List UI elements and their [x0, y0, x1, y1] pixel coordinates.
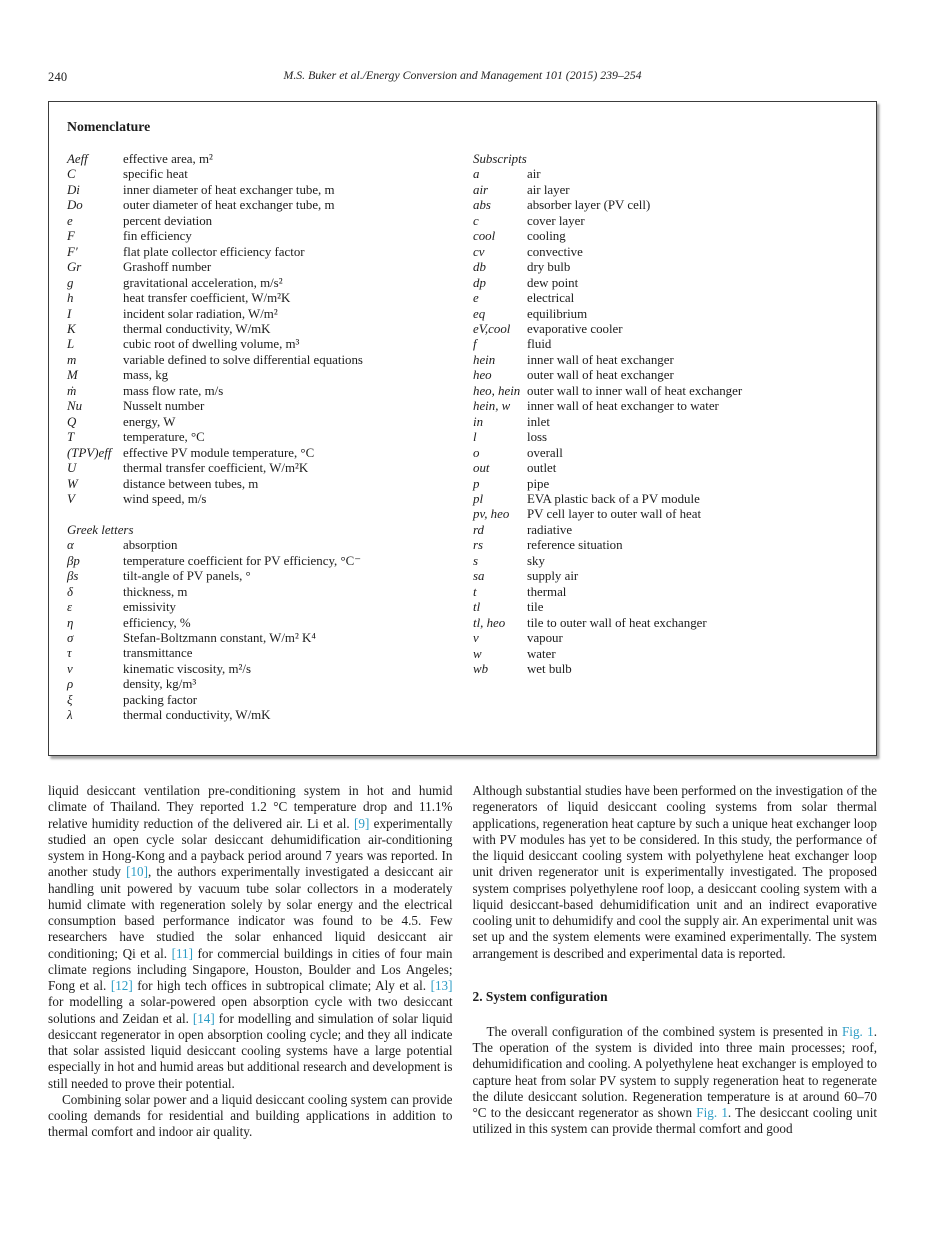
definition: outer wall of heat exchanger: [527, 368, 674, 383]
definition: outlet: [527, 461, 557, 476]
definition: dry bulb: [527, 260, 571, 275]
symbol: τ: [67, 646, 72, 661]
nomenclature-row: [67, 368, 473, 383]
definition: equilibrium: [527, 306, 588, 321]
nomenclature-row: [67, 167, 473, 182]
nomenclature-row: [67, 152, 473, 167]
symbol: out: [473, 461, 490, 476]
symbol: rs: [473, 538, 484, 553]
nomenclature-row: [473, 167, 858, 182]
definition: vapour: [527, 631, 563, 646]
symbol: db: [473, 260, 486, 275]
text-run: experimentally studied an open cycle solar desiccant dehumidification air-conditioning system in Hong-Kong and a payback period around 7 years was reported. In another study: [48, 815, 453, 880]
text-run: . The operation of the system is divided into three main processes; roof, dehumidification and cooling. A polyethylene heat exchanger is employed to capture heat from solar PV system to supply regeneration heat to regenerate the dilute desiccant solution. Regeneration temperature is at around 60–70 °C to the desiccant regenerator as shown: [472, 1023, 877, 1120]
symbol: K: [67, 321, 76, 336]
symbol: s: [473, 553, 479, 568]
nomenclature-row: [67, 677, 473, 692]
definition: thickness, m: [123, 584, 188, 599]
definition: PV cell layer to outer wall of heat: [527, 507, 702, 522]
definition: kinematic viscosity, m²/s: [123, 661, 251, 676]
symbol: g: [67, 275, 74, 290]
nomenclature-row: [473, 307, 858, 322]
symbol: dp: [473, 275, 486, 290]
symbol: ṁ: [67, 383, 77, 398]
definition: fin efficiency: [123, 229, 192, 244]
definition: specific heat: [123, 167, 188, 182]
definition: flat plate collector efficiency factor: [123, 244, 305, 259]
symbol: pl: [473, 491, 484, 506]
nomenclature-row: [473, 415, 858, 430]
symbol: Aeff: [67, 152, 88, 166]
symbol: air: [473, 182, 489, 197]
definition: inner wall of heat exchanger: [527, 352, 674, 367]
text-run: The overall configuration of the combined system is presented in: [486, 1023, 842, 1039]
nomenclature-row: [67, 183, 473, 198]
definition: thermal conductivity, W/mK: [123, 708, 271, 723]
running-header: [48, 68, 877, 84]
nomenclature-row: [473, 291, 858, 306]
citation-link[interactable]: [13]: [430, 978, 453, 993]
subscripts-list: [473, 167, 858, 677]
nomenclature-row: [67, 477, 473, 492]
symbol: e: [67, 213, 73, 228]
definition: emissivity: [123, 600, 176, 615]
definition: Nusselt number: [123, 399, 205, 414]
symbol: F′: [67, 244, 78, 259]
citation-link[interactable]: [12]: [110, 978, 133, 993]
nomenclature-row: [67, 492, 473, 507]
symbol: W: [67, 476, 78, 491]
symbol: t: [473, 584, 477, 599]
page-number: 240: [48, 70, 68, 84]
definition: cubic root of dwelling volume, m³: [123, 337, 300, 352]
left-text-column: [48, 783, 453, 1141]
nomenclature-row: [67, 260, 473, 275]
definition: percent deviation: [123, 213, 213, 228]
nomenclature-row: [473, 631, 858, 646]
symbol: heo, hein: [473, 383, 521, 398]
body-text: [48, 783, 877, 1141]
greek-letters-heading: Greek letters: [67, 522, 134, 537]
nomenclature-right-column: [473, 152, 858, 724]
right-column-section-paragraphs: [473, 1024, 878, 1138]
symbol: Di: [67, 182, 80, 197]
symbol: (TPV)eff: [67, 445, 112, 460]
definition: dew point: [527, 275, 579, 290]
nomenclature-row: [67, 662, 473, 677]
symbol: eq: [473, 306, 486, 321]
nomenclature-row: [473, 183, 858, 198]
definition: Grashoff number: [123, 260, 212, 275]
definition: temperature coefficient for PV efficiency, °C⁻: [123, 553, 362, 568]
symbol: βs: [67, 569, 79, 584]
definition: outer diameter of heat exchanger tube, m: [123, 198, 335, 213]
definition: absorption: [123, 538, 178, 553]
symbol: Nu: [67, 399, 83, 414]
right-column-intro-paragraphs: [473, 783, 878, 962]
text-run: for modelling and simulation of solar liquid desiccant regenerator in open absorption cooling cycle; and they all indicate that solar assisted liquid desiccant cooling systems have a large potential especially in hot and humid areas but additional research and development is still needed to prove their potential.: [48, 1010, 453, 1091]
text-run: liquid desiccant ventilation pre-conditioning system in hot and humid climate of Thailand. They reported 1.2 °C temperature drop and 11.1% relative humidity reduction of the delivered air. Li et al.: [48, 783, 453, 831]
nomenclature-row: [473, 399, 858, 414]
nomenclature-row: [67, 337, 473, 352]
symbol: pv, heo: [473, 507, 510, 522]
symbol: T: [67, 430, 75, 445]
symbol: o: [473, 445, 480, 460]
nomenclature-row: [473, 523, 858, 538]
nomenclature-row: [473, 554, 858, 569]
symbol: hein: [473, 352, 496, 367]
definition: heat transfer coefficient, W/m²K: [123, 291, 291, 306]
nomenclature-row: [67, 538, 473, 553]
definition: wet bulb: [527, 661, 572, 676]
citation-link[interactable]: Fig. 1: [842, 1023, 874, 1039]
nomenclature-row: [473, 585, 858, 600]
definition: sky: [527, 553, 545, 568]
definition: reference situation: [527, 538, 623, 553]
symbol: hein, w: [473, 399, 511, 414]
text-run: for commercial buildings in cities of four main climate regions including Singapore, Houston, Boulder and Los Angeles; Fong et al.: [48, 945, 453, 993]
nomenclature-row: [67, 646, 473, 661]
nomenclature-row: [473, 430, 858, 445]
nomenclature-row: [67, 307, 473, 322]
paragraph: [473, 1024, 878, 1138]
definition: air: [527, 167, 541, 182]
nomenclature-row: [67, 322, 473, 337]
definition: fluid: [527, 337, 552, 352]
definition: tile: [527, 600, 544, 615]
nomenclature-row: [67, 384, 473, 399]
symbol: cv: [473, 244, 485, 259]
symbol: l: [473, 430, 477, 445]
symbol: U: [67, 461, 77, 476]
nomenclature-row: [67, 631, 473, 646]
nomenclature-row: [67, 198, 473, 213]
section-heading: 2. System configuration: [472, 988, 608, 1004]
definition: energy, W: [123, 414, 176, 429]
definition: thermal: [527, 584, 567, 599]
definition: EVA plastic back of a PV module: [527, 491, 700, 506]
symbol: F: [67, 229, 75, 244]
definition: radiative: [527, 522, 573, 537]
text-run: for high tech offices in subtropical climate; Aly et al.: [132, 978, 431, 993]
citation-link[interactable]: Fig. 1: [696, 1105, 728, 1120]
definition: wind speed, m/s: [123, 491, 207, 506]
definition: effective area, m²: [123, 152, 213, 166]
nomenclature-row: [473, 600, 858, 615]
definition: supply air: [527, 569, 579, 584]
symbol: Q: [67, 414, 77, 429]
text-run: . The desiccant cooling unit utilized in this system can provide thermal comfort and good: [472, 1105, 877, 1137]
symbol: m: [67, 352, 77, 367]
definition: tile to outer wall of heat exchanger: [527, 615, 707, 630]
definition: mass flow rate, m/s: [123, 383, 224, 398]
nomenclature-row: [67, 430, 473, 445]
symbol: V: [67, 491, 75, 506]
symbol: wb: [473, 661, 489, 676]
nomenclature-row: [67, 554, 473, 569]
definition: tilt-angle of PV panels, °: [123, 569, 251, 584]
citation-link[interactable]: [14]: [192, 1010, 215, 1026]
nomenclature-left-column: [67, 152, 473, 724]
symbol: I: [67, 306, 72, 321]
symbol: c: [473, 213, 479, 228]
nomenclature-row: [473, 368, 858, 383]
definition: cooling: [527, 229, 566, 244]
symbol: Do: [67, 198, 83, 213]
nomenclature-row: [473, 198, 858, 213]
definition: cover layer: [527, 213, 585, 228]
symbol: eV,cool: [473, 321, 511, 336]
definition: air layer: [527, 182, 570, 197]
symbols-list: [67, 152, 473, 507]
definition: distance between tubes, m: [123, 476, 259, 491]
paragraph: [473, 783, 878, 962]
nomenclature-row: [473, 461, 858, 476]
symbol: βp: [67, 553, 80, 568]
definition: water: [527, 646, 556, 661]
symbol: w: [473, 646, 482, 661]
nomenclature-row: [473, 446, 858, 461]
symbol: h: [67, 291, 74, 306]
symbol: σ: [67, 631, 74, 646]
definition: absorber layer (PV cell): [527, 198, 651, 213]
nomenclature-row: [67, 229, 473, 244]
definition: variable defined to solve differential equations: [123, 352, 363, 367]
symbol: δ: [67, 584, 73, 599]
symbol: Gr: [67, 260, 82, 275]
definition: incident solar radiation, W/m²: [123, 306, 278, 321]
citation-link[interactable]: [9]: [354, 815, 370, 831]
nomenclature-box: [48, 101, 877, 756]
nomenclature-row: [67, 415, 473, 430]
nomenclature-row: [473, 337, 858, 352]
nomenclature-row: [473, 384, 858, 399]
definition: loss: [527, 430, 548, 445]
text-run: , the authors experimentally investigated a desiccant air handling unit powered by vacuum tube solar collectors in a moderately humid climate with regeneration solely by solar energy and the electrical consumption based performance indicator was found to be 4.5. Few researchers have studied the solar enhanced liquid desiccant air conditioning; Qi et al.: [48, 864, 453, 961]
nomenclature-row: [67, 214, 473, 229]
symbol: tl, heo: [473, 615, 506, 630]
text-run: Combining solar power and a liquid desiccant cooling system can provide cooling demands for residential and building applications in addition to thermal comfort and indoor air quality.: [48, 1091, 453, 1140]
nomenclature-row: [67, 693, 473, 708]
nomenclature-row: [67, 446, 473, 461]
nomenclature-row: [473, 353, 858, 368]
nomenclature-row: [473, 569, 858, 584]
nomenclature-row: [67, 399, 473, 414]
nomenclature-row: [67, 708, 473, 723]
nomenclature-row: [473, 276, 858, 291]
definition: efficiency, %: [123, 615, 191, 630]
symbol: p: [473, 476, 480, 491]
nomenclature-row: [473, 229, 858, 244]
definition: convective: [527, 244, 583, 259]
symbol: cool: [473, 229, 496, 244]
citation-link[interactable]: [11]: [171, 945, 193, 961]
definition: inner diameter of heat exchanger tube, m: [123, 182, 335, 197]
symbol: rd: [473, 522, 484, 537]
greek-letters-list: [67, 538, 473, 723]
nomenclature-row: [473, 477, 858, 492]
nomenclature-row: [67, 291, 473, 306]
nomenclature-row: [67, 461, 473, 476]
paragraph: [48, 1092, 453, 1141]
symbol: ρ: [67, 677, 74, 692]
symbol: v: [473, 631, 479, 646]
definition: overall: [527, 445, 563, 460]
nomenclature-row: [473, 322, 858, 337]
definition: inlet: [527, 414, 550, 429]
nomenclature-row: [473, 647, 858, 662]
right-text-column: [473, 783, 878, 1141]
nomenclature-row: [473, 492, 858, 507]
nomenclature-row: [67, 353, 473, 368]
definition: inner wall of heat exchanger to water: [527, 399, 719, 414]
nomenclature-row: [473, 245, 858, 260]
left-column-paragraphs: [48, 783, 453, 1141]
symbol: λ: [67, 708, 73, 723]
running-head-citation: M.S. Buker et al./Energy Conversion and Management 101 (2015) 239–254: [283, 68, 642, 82]
definition: outer wall to inner wall of heat exchanger: [527, 383, 743, 398]
definition: packing factor: [123, 692, 198, 707]
nomenclature-row: [473, 616, 858, 631]
nomenclature-row: [473, 538, 858, 553]
symbol: sa: [473, 569, 485, 584]
symbol: η: [67, 615, 74, 630]
definition: evaporative cooler: [527, 321, 623, 336]
nomenclature-row: [473, 507, 858, 522]
symbol: a: [473, 167, 480, 182]
symbol: ε: [67, 600, 73, 615]
nomenclature-row: [473, 662, 858, 677]
definition: effective PV module temperature, °C: [123, 445, 315, 460]
symbol: α: [67, 538, 74, 553]
symbol: C: [67, 167, 76, 182]
definition: pipe: [527, 476, 550, 491]
subscripts-heading: Subscripts: [473, 152, 527, 166]
symbol: tl: [473, 600, 481, 615]
symbol: in: [473, 414, 484, 429]
definition: electrical: [527, 291, 575, 306]
definition: density, kg/m³: [123, 677, 197, 692]
symbol: abs: [473, 198, 491, 213]
nomenclature-columns: [67, 152, 858, 724]
paragraph: [48, 783, 453, 1092]
symbol: e: [473, 291, 479, 306]
symbol: heo: [473, 368, 492, 383]
nomenclature-row: [67, 276, 473, 291]
definition: thermal conductivity, W/mK: [123, 321, 271, 336]
nomenclature-row: [67, 616, 473, 631]
definition: thermal transfer coefficient, W/m²K: [123, 461, 309, 476]
nomenclature-title: Nomenclature: [67, 119, 151, 134]
citation-link[interactable]: [10]: [126, 864, 148, 880]
definition: Stefan-Boltzmann constant, W/m² K⁴: [123, 631, 316, 646]
symbol: ν: [67, 661, 73, 676]
symbol: f: [473, 337, 477, 352]
nomenclature-row: [67, 600, 473, 615]
nomenclature-row: [67, 245, 473, 260]
nomenclature-row: [67, 585, 473, 600]
nomenclature-row: [473, 214, 858, 229]
text-run: Although substantial studies have been performed on the investigation of the regenerators of liquid desiccant cooling systems from solar thermal applications, regeneration heat capture by such a unique heat exchanger loop with PV modules has yet to be considered. In this study, the performance of the liquid desiccant cooling system with polyethylene heat exchanger loop unit driven regenerator unit is experimentally investigated. The proposed system comprises polyethylene roof loop, a desiccant cooling system with a liquid desiccant-based dehumidification unit and an indirect evaporative cooling unit to dehumidify and cool the supply air. An experimental unit was set up and the system elements were examined experimentally. The system arrangement is described and experimental data is reported.: [472, 783, 877, 961]
text-run: for modelling a solar-powered open absorption cycle with two desiccant solutions and Zeidan et al.: [48, 994, 453, 1026]
symbol: M: [67, 368, 78, 383]
symbol: L: [67, 337, 75, 352]
definition: gravitational acceleration, m/s²: [123, 275, 283, 290]
definition: temperature, °C: [123, 430, 205, 445]
symbol: ξ: [67, 692, 73, 707]
definition: mass, kg: [123, 368, 169, 383]
nomenclature-row: [67, 569, 473, 584]
definition: transmittance: [123, 646, 193, 661]
nomenclature-row: [473, 260, 858, 275]
